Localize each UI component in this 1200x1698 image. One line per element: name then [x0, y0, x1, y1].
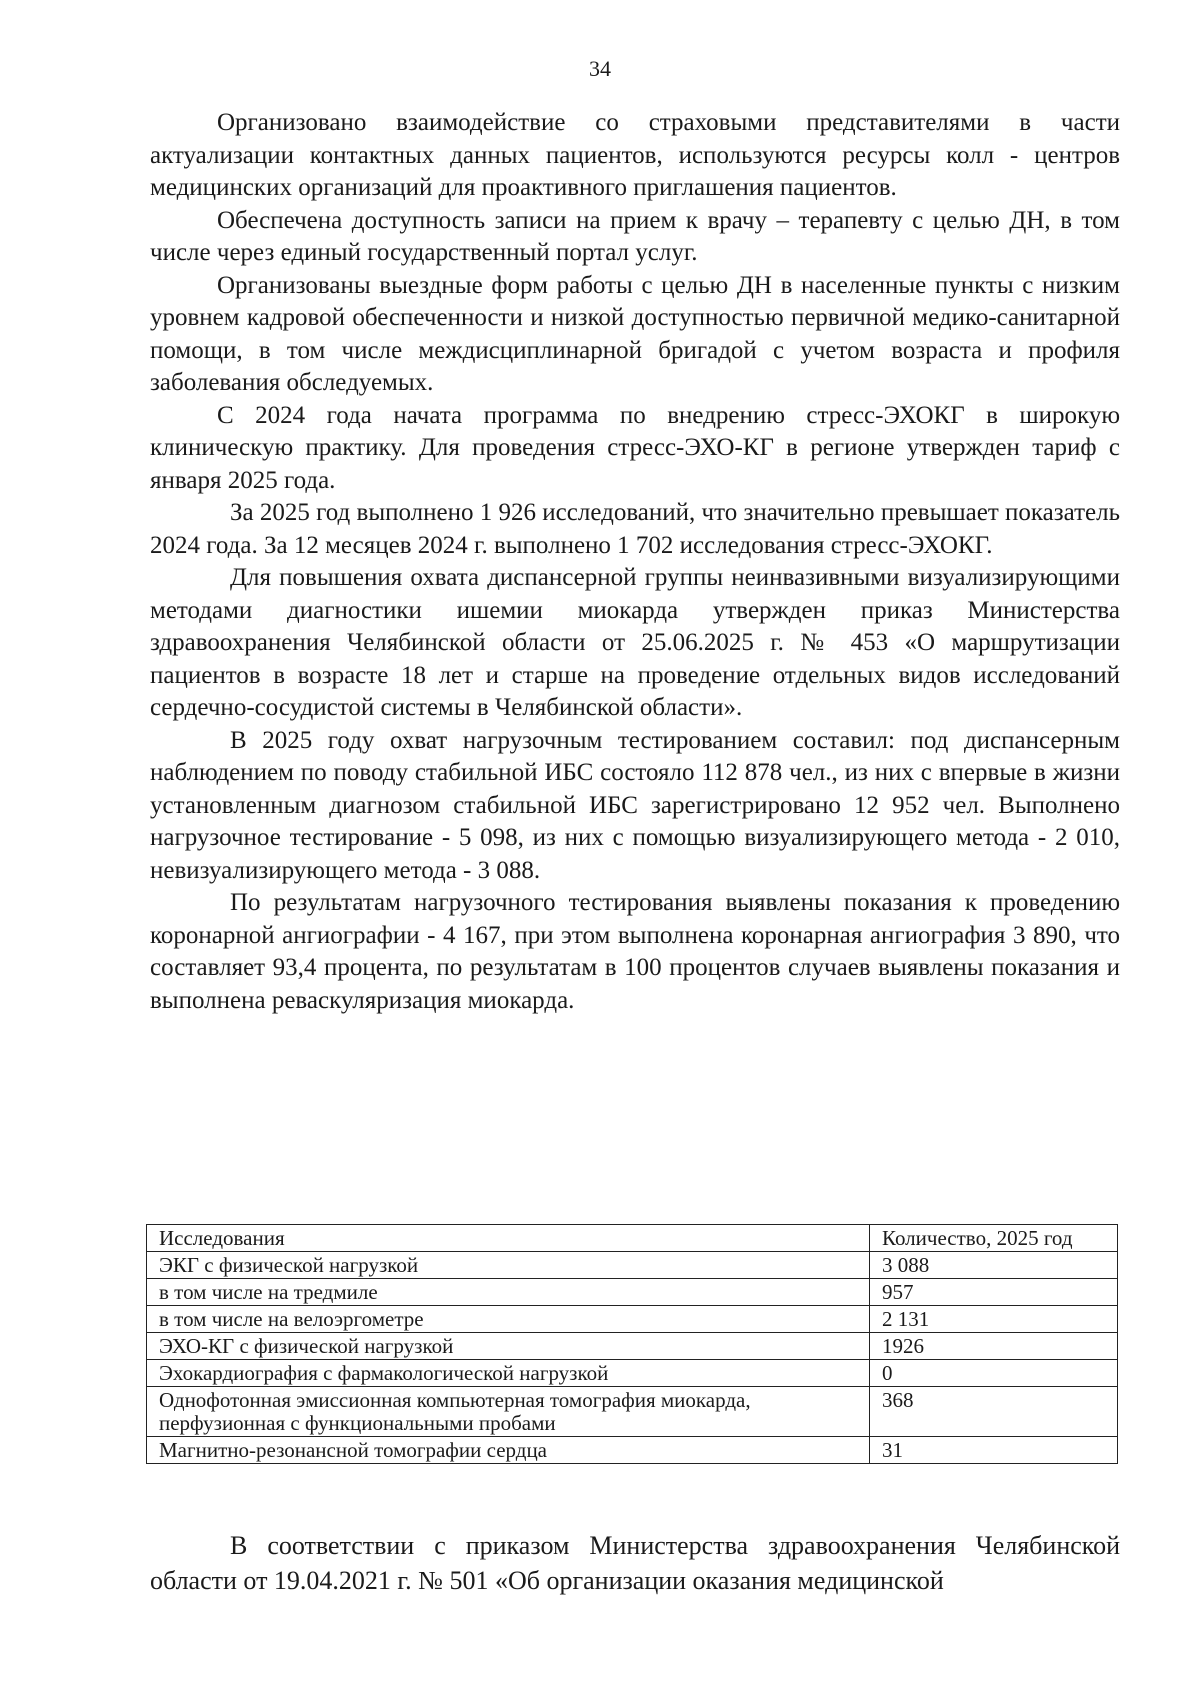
paragraph-angiography: По результатам нагрузочного тестирования выявлены показания к проведению коронарной ангиографии - 4 167, при этом выполнена коронарная ангиография 3 890, что составляет 93,4 процента, по результатам в 100 процентов случаев выявлены показания и выполнена реваскуляризация миокарда. — [150, 889, 1120, 1014]
table-cell-count: 3 088 — [870, 1252, 1118, 1279]
table-row — [147, 1306, 1118, 1333]
paragraph-stress-echo-program: С 2024 года начата программа по внедрению стресс-ЭХОКГ в широкую клиническую практику. Для проведения стресс-ЭХО-КГ в регионе утвержден тариф с января 2025 года. — [150, 401, 1120, 494]
table-row — [147, 1279, 1118, 1306]
paragraph-stress-echo-results: За 2025 год выполнено 1 926 исследований, что значительно превышает показатель 2024 года. За 12 месяцев 2024 г. выполнено 1 702 исследования стресс-ЭХОКГ. — [150, 499, 1120, 559]
paragraph-field-work: Организованы выездные форм работы с целью ДН в населенные пункты с низким уровнем кадровой обеспеченности и низкой доступностью первичной медико-санитарной помощи, в том числе междисциплинарной бригадой с учетом возраста и профиля заболевания обследуемых. — [150, 271, 1120, 396]
table-cell-study: в том числе на тредмиле — [147, 1279, 870, 1306]
body-text — [150, 107, 1120, 1017]
table-cell-study: Однофотонная эмиссионная компьютерная томография миокарда, перфузионная с функциональными пробами — [147, 1387, 870, 1437]
paragraph-routing-order: Для повышения охвата диспансерной группы неинвазивными визуализирующими методами диагностики ишемии миокарда утвержден приказ Министерства здравоохранения Челябинской области от 25.06.2025 г. № 453 «О маршрутизации пациентов в возрасте 18 лет и старше на проведение отдельных видов исследований сердечно-сосудистой системы в Челябинской области». — [150, 564, 1120, 721]
table-header-cell: Количество, 2025 год — [870, 1225, 1118, 1252]
table-cell-count: 957 — [870, 1279, 1118, 1306]
table-header-cell: Исследования — [147, 1225, 870, 1252]
table-cell-count: 1926 — [870, 1333, 1118, 1360]
table-row — [147, 1360, 1118, 1387]
table-row — [147, 1252, 1118, 1279]
paragraph-appointment: Обеспечена доступность записи на прием к врачу – терапевту с целью ДН, в том числе через единый государственный портал услуг. — [150, 206, 1120, 266]
table-cell-study: в том числе на велоэргометре — [147, 1306, 870, 1333]
table-cell-count: 31 — [870, 1437, 1118, 1464]
table-cell-study: Эхокардиография с фармакологической нагрузкой — [147, 1360, 870, 1387]
page-number: 34 — [589, 56, 611, 81]
table-cell-study: ЭХО-КГ с физической нагрузкой — [147, 1333, 870, 1360]
paragraph-load-testing: В 2025 году охват нагрузочным тестированием составил: под диспансерным наблюдением по поводу стабильной ИБС состояло 112 878 чел., из них с впервые в жизни установленным диагнозом стабильной ИБС зарегистрировано 12 952 чел. Выполнено нагрузочное тестирование - 5 098, из них с помощью визуализирующего метода - 2 010, невизуализирующего метода - 3 088. — [150, 726, 1120, 884]
table-cell-study: ЭКГ с физической нагрузкой — [147, 1252, 870, 1279]
table-header-row — [147, 1225, 1118, 1252]
closing-text — [150, 1528, 1120, 1598]
table-row — [147, 1333, 1118, 1360]
table-cell-count: 2 131 — [870, 1306, 1118, 1333]
table-row — [147, 1437, 1118, 1464]
paragraph-order-501: В соответствии с приказом Министерства здравоохранения Челябинской области от 19.04.2021 г. № 501 «Об организации оказания медицинской — [150, 1531, 1120, 1595]
table-cell-count: 368 — [870, 1387, 1118, 1437]
table-cell-count: 0 — [870, 1360, 1118, 1387]
table-cell-study: Магнитно-резонансной томографии сердца — [147, 1437, 870, 1464]
studies-table — [146, 1224, 1118, 1464]
table-row — [147, 1387, 1118, 1437]
paragraph-insurance: Организовано взаимодействие со страховыми представителями в части актуализации контактных данных пациентов, используются ресурсы колл - центров медицинских организаций для проактивного приглашения пациентов. — [150, 109, 1120, 201]
